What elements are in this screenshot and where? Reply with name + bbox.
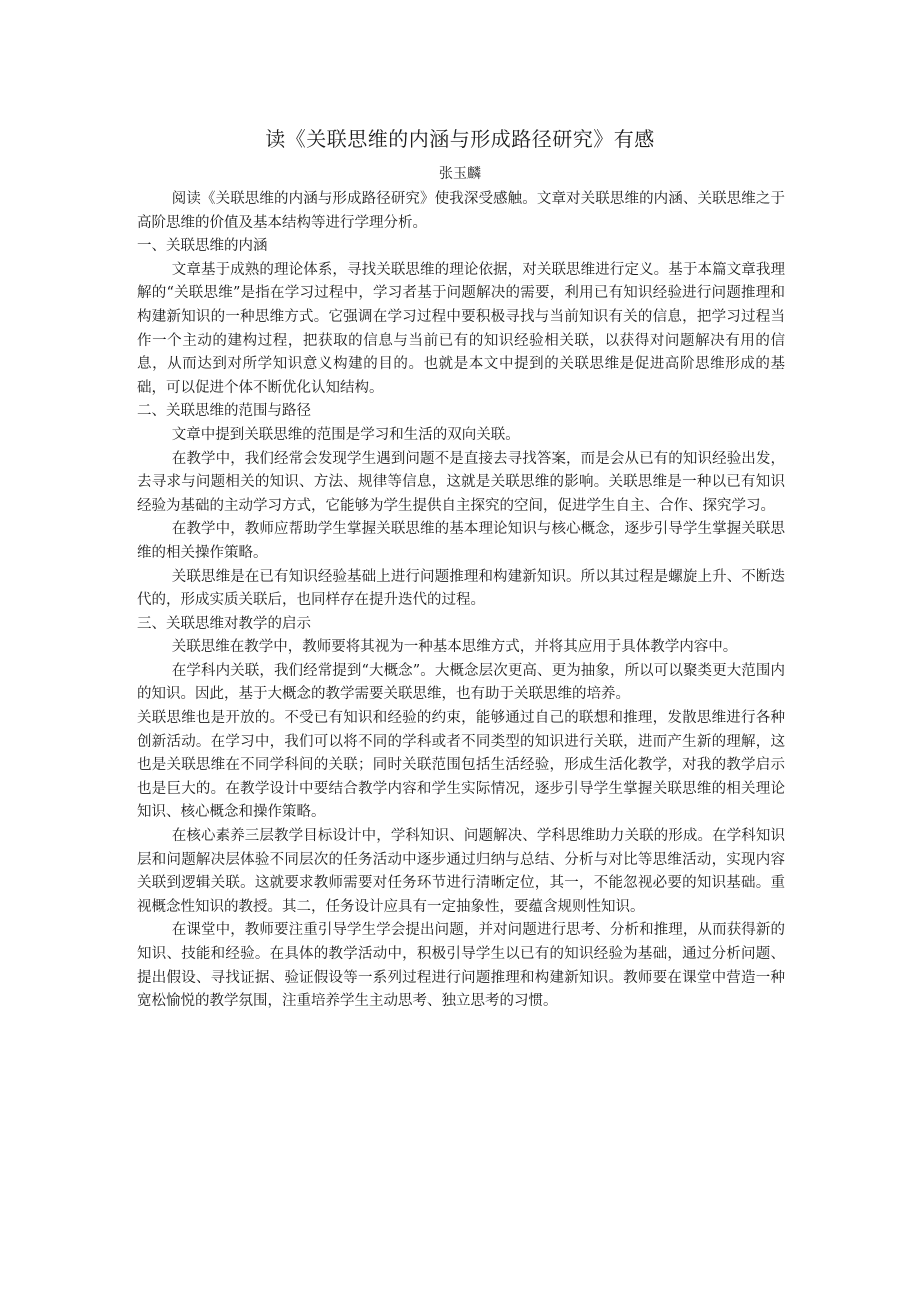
body-paragraph: 关联思维是在已有知识经验基础上进行问题推理和构建新知识。所以其过程是螺旋上升、不断迭代的，形成实质关联后，也同样存在提升迭代的过程。 [137,568,785,609]
section-heading: 一、关联思维的内涵 [137,238,268,255]
document-body [137,188,785,1014]
body-paragraph: 在学科内关联，我们经常提到“大概念”。大概念层次更高、更为抽象，所以可以聚类更大范围内的知识。因此，基于大概念的教学需要关联思维，也有助于关联思维的培养。 [137,662,785,703]
section-heading: 三、关联思维对教学的启示 [137,615,311,632]
author-name: 张玉麟 [439,166,481,182]
body-paragraph: 在核心素养三层教学目标设计中，学科知识、问题解决、学科思维助力关联的形成。在学科知识层和问题解决层体验不同层次的任务活动中逐步通过归纳与总结、分析与对比等思维活动，实现内容关联到逻辑关联。这就要求教师需要对任务环节进行清晰定位，其一，不能忽视必要的知识基础。重视概念性知识的教授。其二，任务设计应具有一定抽象性，要蕴含规则性知识。 [137,828,785,915]
body-paragraph: 文章中提到关联思维的范围是学习和生活的双向关联。 [171,426,520,443]
body-paragraph: 在教学中，我们经常会发现学生遇到问题不是直接去寻找答案，而是会从已有的知识经验出发，去寻求与问题相关的知识、方法、规律等信息，这就是关联思维的影响。关联思维是一种以已有知识经验为基础的主动学习方式，它能够为学生提供自主探究的空间，促进学生自主、合作、探究学习。 [137,450,785,514]
section-heading: 二、关联思维的范围与路径 [137,403,311,420]
document-title: 读《关联思维的内涵与形成路径研究》有感 [265,127,655,151]
body-paragraph: 文章基于成熟的理论体系，寻找关联思维的理论依据，对关联思维进行定义。基于本篇文章我理解的“关联思维”是指在学习过程中，学习者基于问题解决的需要，利用已有知识经验进行问题推理和构建新知识的一种思维方式。它强调在学习过程中要积极寻找与当前知识有关的信息，把学习过程当作一个主动的建构过程，把获取的信息与当前已有的知识经验相关联，以获得对问题解决有用的信息，从而达到对所学知识意义构建的目的。也就是本文中提到的关联思维是促进高阶思维形成的基础，可以促进个体不断优化认知结构。 [137,261,785,396]
body-paragraph: 关联思维也是开放的。不受已有知识和经验的约束，能够通过自己的联想和推理，发散思维进行各种创新活动。在学习中，我们可以将不同的学科或者不同类型的知识进行关联，进而产生新的理解，这也是关联思维在不同学科间的关联；同时关联范围包括生活经验，形成生活化教学，对我的教学启示也是巨大的。在教学设计中要结合教学内容和学生实际情况，逐步引导学生掌握关联思维的相关理论知识、核心概念和操作策略。 [137,710,785,821]
body-paragraph: 在课堂中，教师要注重引导学生学会提出问题，并对问题进行思考、分析和推理，从而获得新的知识、技能和经验。在具体的教学活动中，积极引导学生以已有的知识经验为基础，通过分析问题、提出假设、寻找证据、验证假设等一系列过程进行问题推理和构建新知识。教师要在课堂中营造一种宽松愉悦的教学氛围，注重培养学生主动思考、独立思考的习惯。 [137,922,785,1010]
body-paragraph: 在教学中，教师应帮助学生掌握关联思维的基本理论知识与核心概念，逐步引导学生掌握关联思维的相关操作策略。 [137,521,785,561]
intro-paragraph: 阅读《关联思维的内涵与形成路径研究》使我深受感触。文章对关联思维的内涵、关联思维之于高阶思维的价值及基本结构等进行学理分析。 [137,191,785,231]
body-paragraph: 关联思维在教学中，教师要将其视为一种基本思维方式，并将其应用于具体教学内容中。 [171,639,738,656]
